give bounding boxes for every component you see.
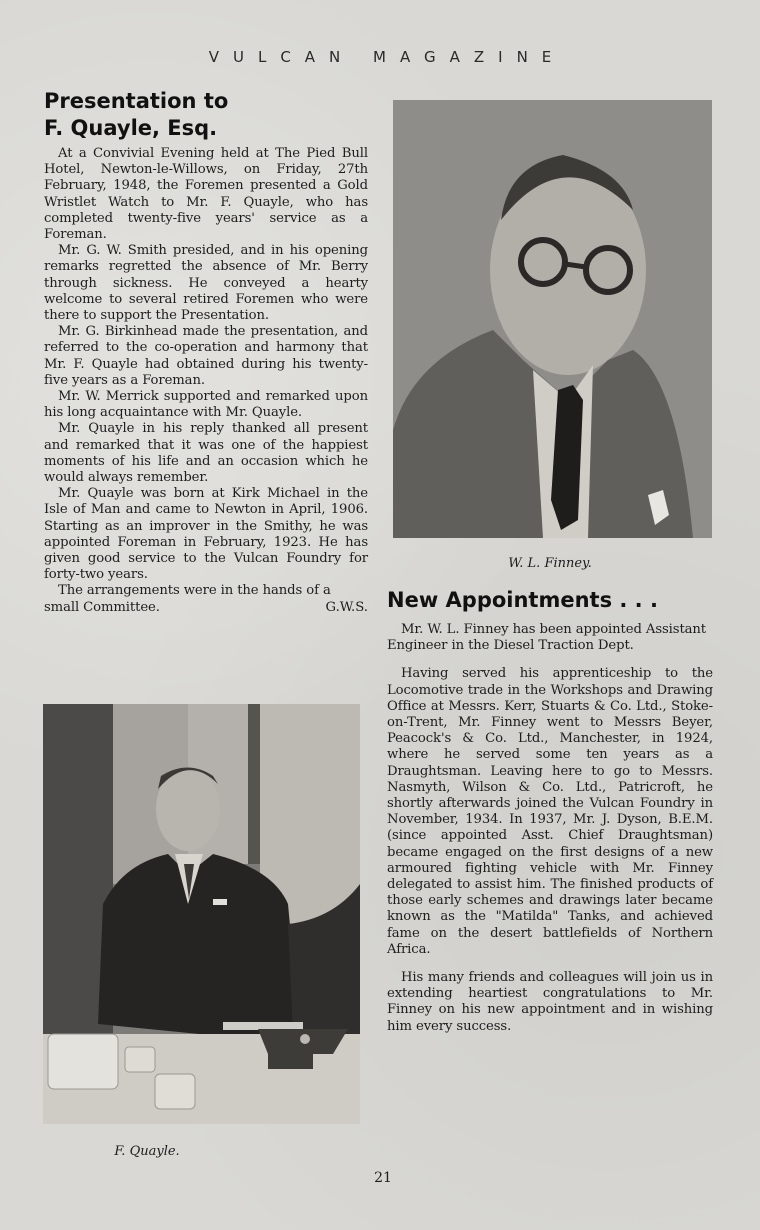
page-number: 21 <box>374 1170 392 1186</box>
photo-caption-quayle: F. Quayle. <box>114 1144 180 1159</box>
paragraph: His many friends and colleagues will join us in extending heartiest congratulations to Mr. Finney on his new appointment and in wishing him every success. <box>387 970 713 1034</box>
photo-f-quayle <box>43 704 360 1124</box>
article-presentation <box>44 88 368 616</box>
paragraph: Mr. W. L. Finney has been appointed Assistant Engineer in the Diesel Traction Dept. <box>387 622 706 654</box>
closing-paragraph: The arrangements were in the hands of a small Committee. <box>44 583 331 615</box>
article-new-appointments <box>387 100 713 1035</box>
title-line-2: F. Quayle, Esq. <box>44 116 218 140</box>
paragraph: Mr. W. Merrick supported and remarked upon his long acquaintance with Mr. Quayle. <box>44 389 368 421</box>
magazine-masthead: VULCAN MAGAZINE <box>208 48 566 66</box>
paragraph: Mr. G. Birkinhead made the presentation, and referred to the co-operation and harmony that Mr. F. Quayle had obtained during his twenty-five years as a Foreman. <box>44 324 368 388</box>
author-signature: G.W.S. <box>325 599 368 615</box>
photo-caption-finney: W. L. Finney. <box>508 556 592 571</box>
paragraph: Mr. Quayle in his reply thanked all present and remarked that it was one of the happiest moments of his life and an occasion which he would always remember. <box>44 421 368 486</box>
paragraph: At a Convivial Evening held at The Pied Bull Hotel, Newton-le-Willows, on Friday, 27th February, 1948, the Foremen presented a Gold Wristlet Watch to Mr. F. Quayle, who has completed twenty-five years' service as a Foreman. <box>44 146 368 243</box>
paragraph: Mr. G. W. Smith presided, and in his opening remarks regretted the absence of Mr. Berry through sickness. He conveyed a hearty welcome to several retired Foremen who were there to support the Presentation. <box>44 243 368 324</box>
photo-w-l-finney <box>393 100 712 538</box>
article-title: New Appointments . . . <box>387 588 658 612</box>
paragraph: Having served his apprenticeship to the Locomotive trade in the Workshops and Drawing Office at Messrs. Kerr, Stuarts & Co. Ltd., Stoke-on-Trent, Mr. Finney went to Messrs Beyer, Peacock's & Co. Ltd., Manchester, in 1924, where he served some ten years as a Draughtsman. Leaving here to go to Messrs. Nasmyth, Wilson & Co. Ltd., Patricroft, he shortly afterwards joined the Vulcan Foundry in November, 1934. In 1937, Mr. J. Dyson, B.E.M. (since appointed Asst. Chief Draughtsman) became engaged on the first designs of a new armoured fighting vehicle with Mr. Finney delegated to assist him. The finished products of those early schemes and drawings later became known as the "Matilda" Tanks, and achieved fame on the desert battlefields of Northern Africa. <box>387 666 713 957</box>
title-line-1: Presentation to <box>44 89 229 113</box>
article-title <box>44 88 368 142</box>
paragraph: Mr. Quayle was born at Kirk Michael in the Isle of Man and came to Newton in April, 1906. Starting as an improver in the Smithy, he was appointed Foreman in February, 1923. He has given good service to the Vulcan Foundry for forty-two years. <box>44 486 368 583</box>
